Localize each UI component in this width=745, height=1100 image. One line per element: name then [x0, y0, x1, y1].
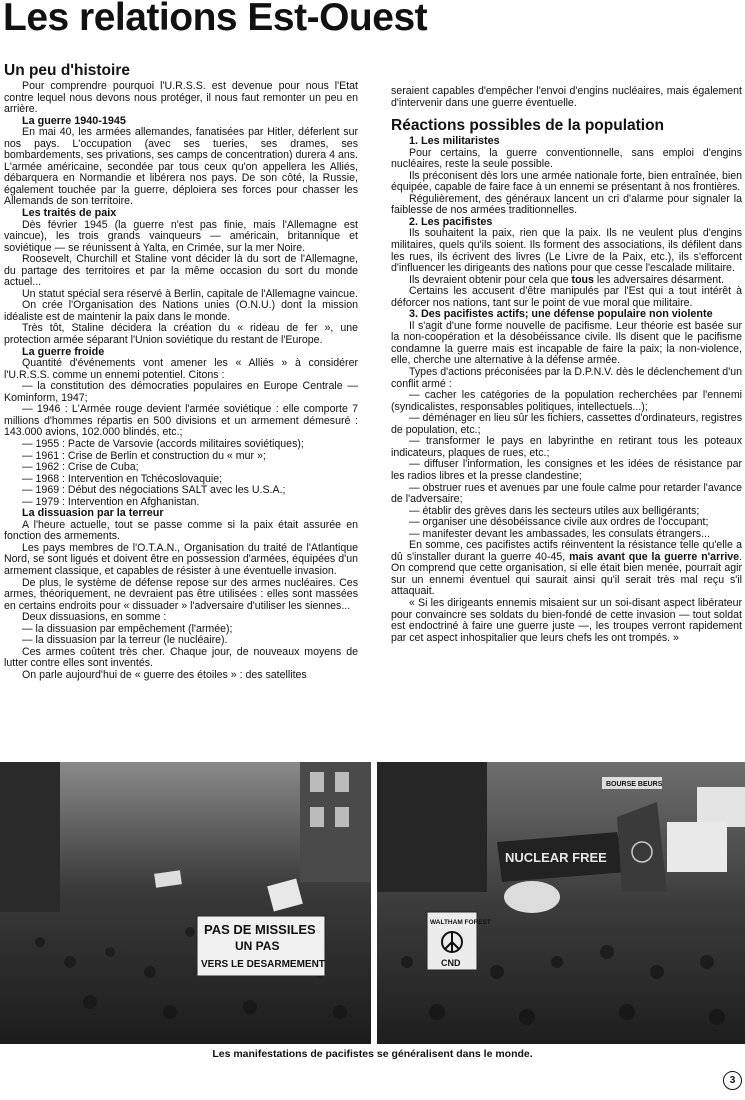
list-item: — 1979 : Intervention en Afghanistan.: [22, 495, 200, 508]
paragraph: En mai 40, les armées allemandes, fanatisées par Hitler, déferlent sur nos pays. L'occupation (avec ses tueries, ses drames, ses bombardements, ses privations, ses camps de concentration) durera 4 ans. L'armée américaine, secondée par tous ceux qu'on appellera les Alliés, débarquera en Normandie et libérera nos pays. De son côté, la Russie, également touchée par la guerre, déploiera ses forces pour chasser les Allemands de son territoire.: [4, 126, 358, 208]
right-column: [391, 86, 742, 644]
emphasis: tous: [571, 273, 594, 286]
section-heading-history: Un peu d'histoire: [4, 62, 130, 79]
banner-text-line1: PAS DE MISSILES: [204, 922, 316, 937]
paragraph: Certains les accusent d'être manipulés par l'Est qui a tout intérêt à déforcer nos nations, tant sur le point de vue moral que militaire.: [391, 285, 742, 309]
list-item: — organiser une désobéissance civile aux ordres de l'occupant;: [409, 516, 709, 529]
paragraph: Les pays membres de l'O.T.A.N., Organisation du traité de l'Atlantique Nord, se sont ligués et doivent être en possession d'armées, équipées d'un armement classique, et capables de résister à une éventuelle invasion.: [4, 541, 358, 577]
text-run: Ils devraient obtenir pour cela que: [409, 273, 572, 286]
paragraph: Quantité d'événements vont amener les « Alliés » à considérer l'U.R.S.S. comme un ennemi potentiel. Citons :: [4, 357, 358, 381]
banner-text-nuclear: NUCLEAR FREE: [505, 850, 607, 865]
paragraph-continuation: seraient capables d'empêcher l'envoi d'engins nucléaires, mais également d'intervenir dans une guerre éventuelle.: [391, 85, 742, 109]
subheading-militarists: 1. Les militaristes: [409, 135, 500, 148]
subheading-deterrence: La dissuasion par la terreur: [22, 507, 164, 520]
list-item: — la dissuasion par empêchement (l'armée);: [22, 622, 233, 635]
section-heading-reactions: Réactions possibles de la population: [391, 117, 665, 135]
banner-text-line2: UN PAS: [235, 939, 280, 953]
page-title: Les relations Est-Ouest: [3, 0, 428, 39]
list-item: — 1962 : Crise de Cuba;: [22, 461, 139, 474]
paragraph: Pour comprendre pourquoi l'U.R.S.S. est devenue pour nous l'Etat contre lequel nous devons nous protéger, il nous faut remonter un peu en arrière.: [4, 80, 358, 116]
sign-text-line1: WALTHAM FOREST: [430, 919, 491, 926]
emphasis: mais avant que la guerre n'arrive: [569, 550, 740, 563]
list-item: — manifester devant les ambassades, les consulats étrangers...: [409, 527, 710, 540]
list-item: — cacher les catégories de la population recherchées par l'ennemi (syndicalistes, responsables politiques, intellectuels...);: [391, 389, 742, 413]
paragraph: Types d'actions préconisées par la D.P.N.V. dès le déclenchement d'un conflit armé :: [391, 366, 742, 390]
list-item: — 1955 : Pacte de Varsovie (accords militaires soviétiques);: [22, 437, 304, 450]
paragraph: Deux dissuasions, en somme :: [22, 611, 167, 624]
list-item: — 1968 : Intervention en Tchécoslovaquie;: [22, 472, 223, 485]
subheading-peace: Les traités de paix: [22, 207, 117, 220]
text-run: les adversaires désarment.: [593, 273, 725, 286]
list-item: — 1946 : L'Armée rouge devient l'armée soviétique : elle comporte 7 millions d'hommes répartis en 500 divisions et un armement démesuré : 143.000 avions, 102.000 blindés, etc.;: [4, 403, 358, 439]
paragraph: A l'heure actuelle, tout se passe comme si la paix était assurée en fonction des armements.: [4, 518, 358, 543]
protest-photo-left: [0, 762, 371, 1044]
paragraph: Un statut spécial sera réservé à Berlin, capitale de l'Allemagne vaincue.: [22, 287, 358, 300]
list-item: — 1961 : Crise de Berlin et construction du « mur »;: [22, 449, 266, 462]
paragraph: [391, 540, 742, 598]
subheading-active-pacifists: 3. Des pacifistes actifs; une défense populaire non violente: [409, 308, 713, 321]
paragraph: Ils préconisent dès lors une armée nationale forte, bien entraînée, bien équipée, capable de faire face à un ennemi se présentant à nos frontières.: [391, 169, 742, 194]
list-item: — diffuser l'information, les consignes et les idées de résistance par les radios libres et la presse clandestine;: [391, 458, 742, 482]
list-item: — 1969 : Début des négociations SALT avec les U.S.A.;: [22, 484, 286, 497]
paragraph: Roosevelt, Churchill et Staline vont décider là du sort de l'Allemagne, du partage des territoires et par la même occasion du sort du monde actuel...: [4, 253, 358, 289]
list-item: — la dissuasion par la terreur (le nucléaire).: [22, 634, 228, 647]
paragraph: De plus, le système de défense repose sur des armes nucléaires. Ces armes, théoriquement, ne devraient pas être utilisées : elles sont massées en certains endroits pour « dissuader » l'adversaire d'utiliser les siennes...: [4, 576, 358, 612]
paragraph: « Si les dirigeants ennemis misaient sur un soi-disant aspect libérateur pour convaincre ses soldats du bien-fondé de cette invasion — tout soldat est endoctriné à faire une guerre juste —, les troupes verront rapidement par cet aspect inhospitalier que leurs chefs les ont trompés. »: [391, 596, 742, 644]
text-run: . On comprend que cette organisation, si elle était bien menée, pourrait agir sur un ennemi éventuel qui saurait ainsi qu'il serait très mal reçu s'il attaquait.: [391, 550, 743, 598]
list-item: — transformer le pays en labyrinthe en retirant tous les poteaux indicateurs, plaques de rues, etc.;: [391, 435, 742, 459]
shop-sign-text: BOURSE BEURS: [606, 781, 663, 788]
list-item: — établir des grèves dans les secteurs utiles aux belligérants;: [409, 504, 700, 517]
paragraph: Ces armes coûtent très cher. Chaque jour, de nouveaux moyens de lutter contre elles sont inventés.: [4, 645, 358, 670]
subheading-war: La guerre 1940-1945: [22, 114, 126, 127]
text-run: En somme, ces pacifistes actifs réinventent la résistance telle qu'elle a dû s'installer durant la guerre 40-45,: [391, 539, 742, 563]
left-column: [4, 62, 358, 681]
sign-text-line2: CND: [441, 958, 461, 968]
paragraph: Il s'agit d'une forme nouvelle de pacifisme. Leur théorie est basée sur la non-coopération et la désobéissance civile. Ils disent que le pacifisme condamne la guerre mais est incapable de faire la paix; la non-violence, elle, cherche une alternative à la défense armée.: [391, 319, 742, 367]
subheading-pacifists: 2. Les pacifistes: [409, 215, 493, 228]
paragraph: Régulièrement, des généraux lancent un cri d'alarme pour signaler la faiblesse de nos armées traditionnelles.: [391, 192, 742, 217]
subheading-cold-war: La guerre froide: [22, 345, 105, 358]
list-item: — déménager en lieu sûr les fichiers, cassettes d'ordinateurs, registres de population, etc.;: [391, 412, 742, 436]
list-item: — la constitution des démocraties populaires en Europe Centrale — Kominform, 1947;: [4, 380, 358, 404]
paragraph: On crée l'Organisation des Nations unies (O.N.U.) dont la mission idéaliste est de maintenir la paix dans le monde.: [4, 299, 358, 323]
paragraph: Très tôt, Staline décidera la création du « rideau de fer », une protection armée séparant l'Union soviétique du restant de l'Europe.: [4, 322, 358, 347]
list-item: — obstruer rues et avenues par une foule calme pour retarder l'avance de l'adversaire;: [391, 481, 742, 506]
paragraph: Pour certains, la guerre conventionnelle, sans emploi d'engins nucléaires, reste la seule possible.: [391, 146, 742, 171]
protest-photo-right: [377, 762, 745, 1044]
photo-caption: Les manifestations de pacifistes se généralisent dans le monde.: [212, 1048, 533, 1060]
paragraph: Ils souhaitent la paix, rien que la paix. Ils ne veulent plus d'engins militaires, quels qu'ils soient. Ils forment des associations, ils défilent dans les rues, ils écrivent des livres (Le Livre de la Paix, etc.), ils s'efforcent d'influencer les dirigeants des nations pour que cesse l'escalade militaire.: [391, 227, 742, 275]
page-number: 3: [723, 1071, 742, 1090]
paragraph: Dès février 1945 (la guerre n'est pas finie, mais l'Allemagne est vaincue), les trois grands vainqueurs — américain, britannique et soviétique — se réunissent à Yalta, en Crimée, sur la mer Noire.: [4, 218, 358, 254]
paragraph: On parle aujourd'hui de « guerre des étoiles » : des satellites: [22, 668, 307, 681]
banner-text-line3: VERS LE DESARMEMENT: [201, 959, 325, 970]
